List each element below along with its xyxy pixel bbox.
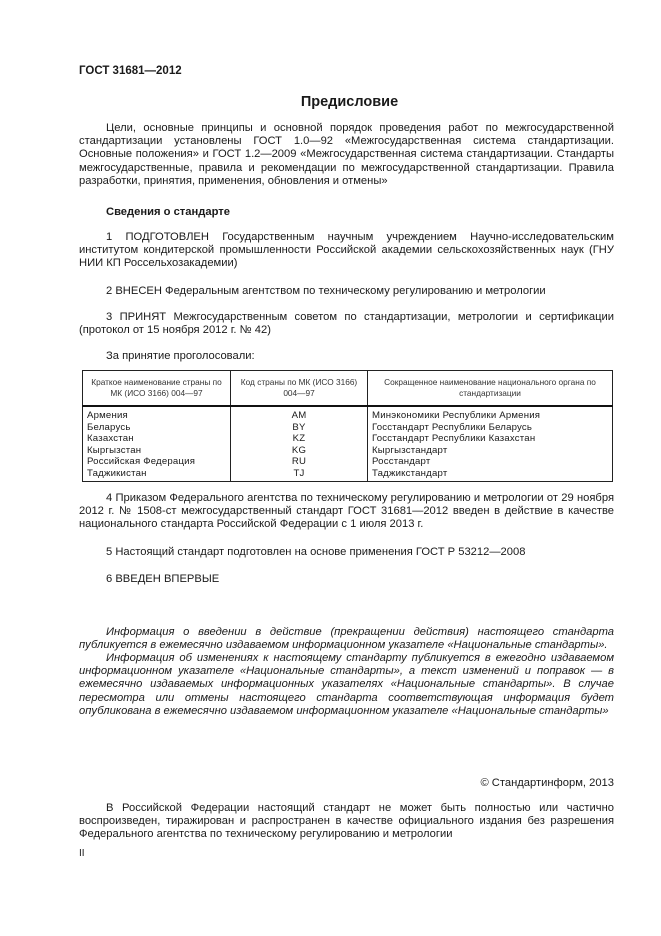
national-body: Таджикстандарт bbox=[368, 468, 613, 482]
country-name: Таджикистан bbox=[83, 468, 231, 482]
table-header-row bbox=[83, 371, 613, 407]
table-row bbox=[83, 468, 613, 482]
notice-paragraph-2: Информация об изменениях к настоящему стандарту публикуется в ежегодно издаваемом информационном указателе «Национальные стандарты», а текст изменений и поправок — в ежемесячно издаваемых информационных указателях «Национальные стандарты». В случае пересмотра или отмены настоящего стандарта соответствующая информация будет опубликована в ежемесячно издаваемом информационном указателе «Национальные стандарты» bbox=[79, 652, 614, 717]
country-name: Российская Федерация bbox=[83, 456, 231, 468]
country-name: Беларусь bbox=[83, 422, 231, 434]
column-header-national-body: Сокращенное наименование национального органа по стандартизации bbox=[368, 371, 613, 407]
page-number: II bbox=[79, 848, 85, 859]
item-3-adopted: 3 ПРИНЯТ Межгосударственным советом по стандартизации, метрологии и сертификации (протокол от 15 ноября 2012 г. № 42) bbox=[79, 311, 614, 337]
page-title: Предисловие bbox=[300, 94, 399, 110]
table-row bbox=[83, 445, 613, 457]
table-row bbox=[83, 433, 613, 445]
national-body: Росстандарт bbox=[368, 456, 613, 468]
national-body: Госстандарт Республики Казахстан bbox=[368, 433, 613, 445]
voting-countries-table bbox=[82, 370, 613, 482]
intro-paragraph: Цели, основные принципы и основной порядок проведения работ по межгосударственной стандартизации установлены ГОСТ 1.0—92 «Межгосударственная система стандартизации. Основные положения» и ГОСТ 1.2—2009 «Межгосударственная система стандартизации. Стандарты межгосударственные, правила и рекомендации по межгосударственной стандартизации. Правила разработки, принятия, применения, обновления и отмены» bbox=[79, 122, 614, 187]
item-6-introduced: 6 ВВЕДЕН ВПЕРВЫЕ bbox=[106, 573, 220, 585]
table-row bbox=[83, 422, 613, 434]
country-code: TJ bbox=[231, 468, 368, 482]
country-code: AM bbox=[231, 406, 368, 422]
country-code: BY bbox=[231, 422, 368, 434]
copyright-notice: © Стандартинформ, 2013 bbox=[480, 777, 614, 789]
national-body: Госстандарт Республики Беларусь bbox=[368, 422, 613, 434]
national-body: Минэкономики Республики Армения bbox=[368, 406, 613, 422]
country-code: KZ bbox=[231, 433, 368, 445]
voted-label: За принятие проголосовали: bbox=[106, 350, 255, 362]
country-name: Казахстан bbox=[83, 433, 231, 445]
reproduction-notice: В Российской Федерации настоящий стандарт не может быть полностью или частично воспроизведен, тиражирован и распространен в качестве официального издания без разрешения Федерального агентства по техническому регулированию и метрологии bbox=[79, 802, 614, 841]
column-header-country: Краткое наименование страны по МК (ИСО 3166) 004—97 bbox=[83, 371, 231, 407]
section-heading-standard-info: Сведения о стандарте bbox=[106, 206, 230, 218]
notice-paragraph-1: Информация о введении в действие (прекращении действия) настоящего стандарта публикуется в ежемесячно издаваемом информационном указателе «Национальные стандарты». bbox=[79, 626, 614, 652]
country-code: RU bbox=[231, 456, 368, 468]
document-code-header: ГОСТ 31681—2012 bbox=[79, 65, 182, 77]
country-name: Армения bbox=[83, 406, 231, 422]
item-5-basis: 5 Настоящий стандарт подготовлен на основе применения ГОСТ Р 53212—2008 bbox=[106, 546, 526, 558]
table-row bbox=[83, 456, 613, 468]
table-row bbox=[83, 406, 613, 422]
item-2-submitted: 2 ВНЕСЕН Федеральным агентством по техническому регулированию и метрологии bbox=[106, 285, 546, 297]
column-header-code: Код страны по МК (ИСО 3166) 004—97 bbox=[231, 371, 368, 407]
country-code: KG bbox=[231, 445, 368, 457]
item-1-prepared: 1 ПОДГОТОВЛЕН Государственным научным учреждением Научно-исследовательским институтом кондитерской промышленности Российской академии сельскохозяйственных наук (ГНУ НИИ КП Россельхозакадемии) bbox=[79, 231, 614, 270]
country-name: Кыргызстан bbox=[83, 445, 231, 457]
national-body: Кыргызстандарт bbox=[368, 445, 613, 457]
item-4-order: 4 Приказом Федерального агентства по техническому регулированию и метрологии от 29 ноября 2012 г. № 1508-ст межгосударственный стандарт ГОСТ 31681—2012 введен в действие в качестве национального стандарта Российской Федерации с 1 июля 2013 г. bbox=[79, 492, 614, 531]
